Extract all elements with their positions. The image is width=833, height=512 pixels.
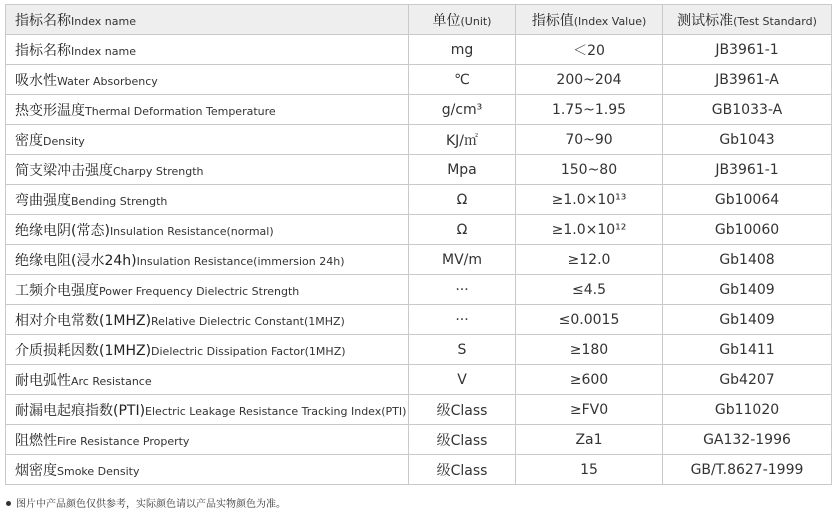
cell-index-name — [6, 335, 409, 365]
index-name-zh: 热变形温度 — [15, 102, 85, 119]
cell-index-value: ≤0.0015 — [516, 305, 663, 335]
header-index-name — [6, 5, 409, 35]
cell-index-name — [6, 245, 409, 275]
table-row — [6, 305, 832, 335]
cell-index-name — [6, 155, 409, 185]
cell-index-name — [6, 365, 409, 395]
cell-unit: Ω — [409, 215, 516, 245]
index-name-en: Water Absorbency — [57, 74, 158, 88]
header-test-standard-zh: 测试标准 — [677, 12, 734, 29]
header-test-standard-en: (Test Standard) — [733, 14, 817, 28]
index-name-en: Power Frequency Dielectric Strength — [99, 284, 300, 298]
cell-index-value: ＜20 — [516, 35, 663, 65]
header-index-value-zh: 指标值 — [531, 12, 574, 29]
index-name-en: Density — [43, 134, 85, 148]
cell-index-value: 1.75~1.95 — [516, 95, 663, 125]
cell-index-value: ≥180 — [516, 335, 663, 365]
index-name-en: Charpy Strength — [113, 164, 204, 178]
cell-test-standard: Gb1409 — [663, 275, 832, 305]
cell-index-name — [6, 125, 409, 155]
index-name-zh: 指标名称 — [15, 42, 71, 59]
bullet-dot-icon — [6, 501, 11, 506]
cell-index-value: ≥1.0×10¹³ — [516, 185, 663, 215]
index-name-en: Electric Leakage Resistance Tracking Index(PTI) — [145, 404, 407, 418]
cell-test-standard: GB/T.8627-1999 — [663, 455, 832, 485]
index-name-zh: 密度 — [15, 132, 43, 149]
header-unit-en: (Unit) — [460, 14, 492, 28]
index-name-en: Smoke Density — [57, 464, 140, 478]
cell-unit: mg — [409, 35, 516, 65]
cell-index-value: ≥12.0 — [516, 245, 663, 275]
cell-index-value: ≥FV0 — [516, 395, 663, 425]
cell-unit: Ω — [409, 185, 516, 215]
table-row — [6, 95, 832, 125]
cell-index-name — [6, 65, 409, 95]
cell-index-value: 200~204 — [516, 65, 663, 95]
table-row — [6, 65, 832, 95]
cell-index-value: ≤4.5 — [516, 275, 663, 305]
cell-index-value: Za1 — [516, 425, 663, 455]
index-name-zh: 耐电弧性 — [15, 372, 71, 389]
cell-unit: 级Class — [409, 395, 516, 425]
table-row — [6, 125, 832, 155]
cell-unit: V — [409, 365, 516, 395]
index-name-zh: 烟密度 — [15, 462, 57, 479]
cell-unit: 级Class — [409, 455, 516, 485]
spec-table — [5, 4, 832, 485]
cell-index-name — [6, 35, 409, 65]
cell-test-standard: Gb4207 — [663, 365, 832, 395]
cell-unit: ··· — [409, 275, 516, 305]
cell-unit: ℃ — [409, 65, 516, 95]
index-name-en: Arc Resistance — [71, 374, 152, 388]
index-name-en: Index name — [71, 44, 136, 58]
header-test-standard — [663, 5, 832, 35]
index-name-en: Dielectric Dissipation Factor(1MHZ) — [151, 344, 346, 358]
cell-index-value: ≥1.0×10¹² — [516, 215, 663, 245]
cell-test-standard: Gb10060 — [663, 215, 832, 245]
cell-unit: 级Class — [409, 425, 516, 455]
index-name-zh: 吸水性 — [15, 72, 57, 89]
index-name-zh: 绝缘电阴(常态) — [15, 222, 110, 239]
footnote — [6, 495, 286, 510]
cell-test-standard: Gb11020 — [663, 395, 832, 425]
cell-test-standard: Gb1409 — [663, 305, 832, 335]
table-row — [6, 455, 832, 485]
index-name-zh: 阻燃性 — [15, 432, 57, 449]
table-row — [6, 245, 832, 275]
index-name-en: Insulation Resistance(immersion 24h) — [136, 254, 345, 268]
cell-index-name — [6, 305, 409, 335]
cell-test-standard: JB3961-A — [663, 65, 832, 95]
cell-unit: Mpa — [409, 155, 516, 185]
cell-index-value: 15 — [516, 455, 663, 485]
table-row — [6, 185, 832, 215]
header-index-value-en: (Index Value) — [573, 14, 647, 28]
cell-unit: ··· — [409, 305, 516, 335]
cell-index-name — [6, 395, 409, 425]
cell-unit: S — [409, 335, 516, 365]
cell-unit: KJ/㎡ — [409, 125, 516, 155]
cell-test-standard: JB3961-1 — [663, 155, 832, 185]
table-row — [6, 155, 832, 185]
table-row — [6, 425, 832, 455]
cell-test-standard: JB3961-1 — [663, 35, 832, 65]
cell-index-value: 150~80 — [516, 155, 663, 185]
index-name-en: Relative Dielectric Constant(1MHZ) — [151, 314, 345, 328]
table-row — [6, 215, 832, 245]
cell-test-standard: GB1033-A — [663, 95, 832, 125]
index-name-zh: 弯曲强度 — [15, 192, 71, 209]
cell-test-standard: Gb1043 — [663, 125, 832, 155]
index-name-zh: 绝缘电阻(浸水24h) — [15, 252, 137, 269]
cell-test-standard: Gb1411 — [663, 335, 832, 365]
header-index-name-zh: 指标名称 — [15, 12, 71, 29]
table-row — [6, 335, 832, 365]
index-name-zh: 介质损耗因数(1MHZ) — [15, 342, 152, 359]
header-unit-zh: 单位 — [432, 12, 461, 29]
index-name-en: Insulation Resistance(normal) — [109, 224, 274, 238]
table-row — [6, 365, 832, 395]
cell-index-value: 70~90 — [516, 125, 663, 155]
cell-unit: MV/m — [409, 245, 516, 275]
footnote-text: 图片中产品颜色仅供参考，实际颜色请以产品实物颜色为准。 — [16, 499, 286, 510]
cell-index-value: ≥600 — [516, 365, 663, 395]
cell-index-name — [6, 455, 409, 485]
index-name-zh: 简支梁冲击强度 — [15, 162, 113, 179]
index-name-zh: 耐漏电起痕指数(PTI) — [15, 402, 146, 419]
header-index-value — [516, 5, 663, 35]
cell-test-standard: Gb10064 — [663, 185, 832, 215]
index-name-en: Fire Resistance Property — [57, 434, 190, 448]
cell-index-name — [6, 275, 409, 305]
table-body — [6, 35, 832, 485]
cell-index-name — [6, 425, 409, 455]
header-index-name-en: Index name — [71, 14, 136, 28]
table-row — [6, 35, 832, 65]
index-name-zh: 相对介电常数(1MHZ) — [15, 312, 152, 329]
cell-index-name — [6, 215, 409, 245]
index-name-zh: 工频介电强度 — [15, 282, 99, 299]
index-name-en: Thermal Deformation Temperature — [85, 104, 276, 118]
header-unit — [409, 5, 516, 35]
cell-unit: g/cm³ — [409, 95, 516, 125]
table-row — [6, 275, 832, 305]
index-name-en: Bending Strength — [71, 194, 168, 208]
cell-test-standard: GA132-1996 — [663, 425, 832, 455]
table-header — [6, 5, 832, 35]
cell-test-standard: Gb1408 — [663, 245, 832, 275]
cell-index-name — [6, 185, 409, 215]
table-row — [6, 395, 832, 425]
cell-index-name — [6, 95, 409, 125]
header-row — [6, 5, 832, 35]
